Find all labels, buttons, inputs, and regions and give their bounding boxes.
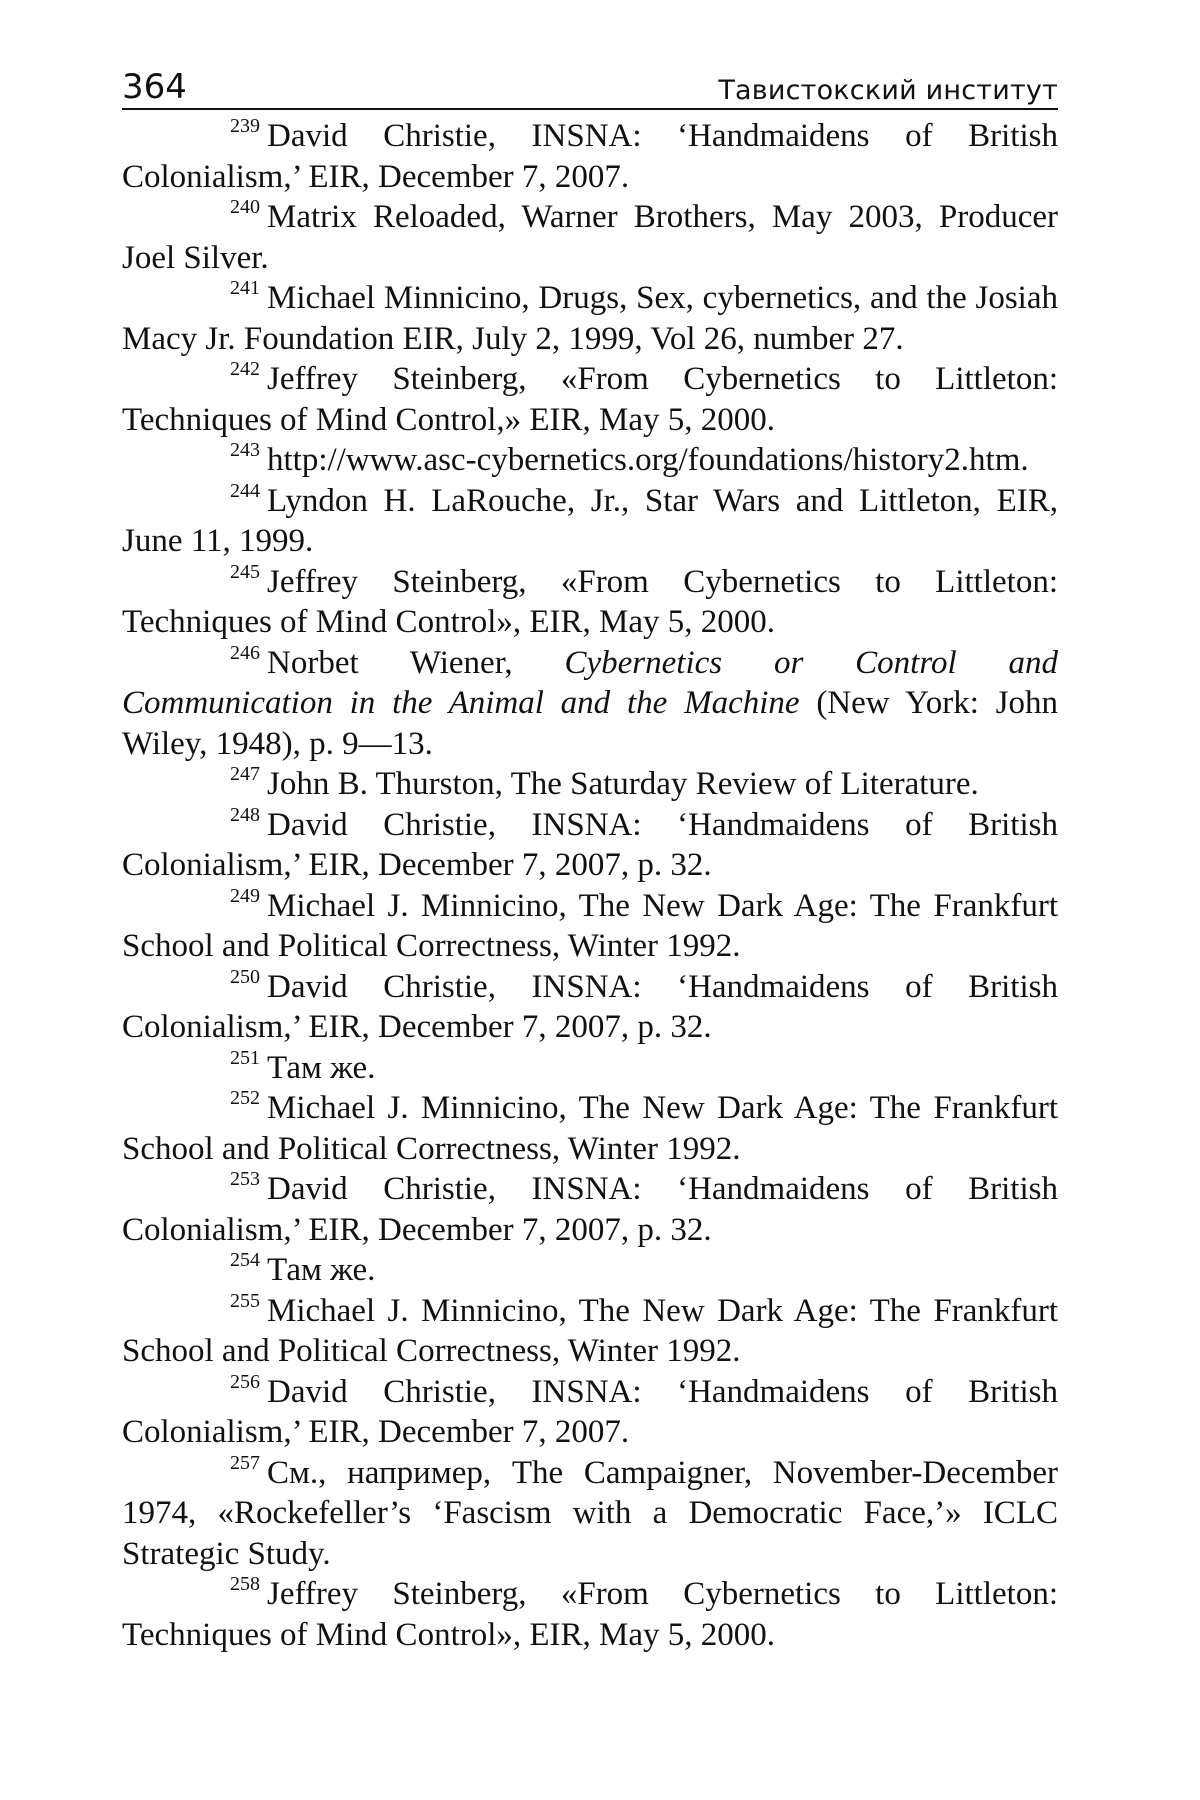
footnote-item bbox=[122, 562, 1058, 643]
footnote-item bbox=[122, 967, 1058, 1048]
footnote-text: Там же. bbox=[267, 1252, 376, 1288]
footnote-number: 257 bbox=[230, 1451, 260, 1474]
footnote-number: 250 bbox=[230, 965, 260, 988]
footnote-text: David Christie, INSNA: ‘Handmaidens of British Colonialism,’ EIR, December 7, 2007. bbox=[122, 118, 1058, 195]
page-number: 364 bbox=[122, 67, 187, 107]
footnote-number: 254 bbox=[230, 1249, 260, 1271]
footnote-number: 245 bbox=[230, 560, 260, 583]
footnote-title-italic: Cybernetics or Control and Communication in the Animal and the Machine bbox=[122, 644, 1058, 721]
footnote-text: Там же. bbox=[267, 1049, 376, 1086]
footnote-item bbox=[122, 197, 1058, 278]
footnote-text: Matrix Reloaded, Warner Brothers, May 2003, Producer Joel Silver. bbox=[122, 199, 1058, 276]
footnote-number: 255 bbox=[230, 1289, 260, 1312]
footnote-text: (New York: John Wiley, 1948), p. 9—13. bbox=[122, 685, 1058, 762]
footnote-item bbox=[122, 1048, 1058, 1089]
footnote-text: http://www.asc-cybernetics.org/foundations/history2.htm. bbox=[267, 442, 1029, 478]
footnote-number: 253 bbox=[230, 1168, 260, 1190]
footnote-number: 249 bbox=[230, 884, 260, 907]
footnote-item bbox=[122, 116, 1058, 197]
footnote-number: 256 bbox=[230, 1370, 260, 1393]
footnote-number: 248 bbox=[230, 803, 260, 826]
footnote-number: 258 bbox=[230, 1573, 260, 1595]
book-page bbox=[122, 56, 1058, 1756]
footnote-number: 246 bbox=[230, 641, 260, 664]
footnote-text: Michael J. Minnicino, The New Dark Age: The Frankfurt School and Political Correctness, Winter 1992. bbox=[122, 1292, 1058, 1369]
footnote-text: Jeffrey Steinberg, «From Cybernetics to Littleton: Techniques of Mind Control», EIR, May 5, 2000. bbox=[122, 1576, 1058, 1653]
footnote-text: Lyndon H. LaRouche, Jr., Star Wars and Littleton, EIR, June 11, 1999. bbox=[122, 482, 1058, 559]
footnote-text: Norbet Wiener, bbox=[267, 644, 565, 681]
footnote-item bbox=[122, 764, 1058, 805]
footnote-item bbox=[122, 278, 1058, 359]
running-head bbox=[122, 56, 1058, 110]
footnotes-list bbox=[122, 116, 1058, 1655]
footnote-number: 241 bbox=[230, 277, 260, 299]
footnote-number: 251 bbox=[230, 1046, 260, 1069]
footnote-text: Michael Minnicino, Drugs, Sex, cybernetics, and the Josiah Macy Jr. Foundation EIR, July 2, 1999, Vol 26, number 27. bbox=[122, 280, 1058, 357]
footnote-text: John B. Thurston, The Saturday Review of Literature. bbox=[267, 766, 979, 802]
footnote-text: David Christie, INSNA: ‘Handmaidens of British Colonialism,’ EIR, December 7, 2007. bbox=[122, 1373, 1058, 1450]
footnote-item bbox=[122, 440, 1058, 481]
footnote-item bbox=[122, 805, 1058, 886]
footnote-item bbox=[122, 1372, 1058, 1453]
footnote-item bbox=[122, 1088, 1058, 1169]
footnote-item bbox=[122, 1250, 1058, 1291]
footnote-number: 247 bbox=[230, 763, 260, 785]
footnote-item bbox=[122, 886, 1058, 967]
footnote-text: Michael J. Minnicino, The New Dark Age: The Frankfurt School and Political Correctness, Winter 1992. bbox=[122, 887, 1058, 964]
running-title: Тавистокский институт bbox=[718, 75, 1058, 106]
footnote-text: Jeffrey Steinberg, «From Cybernetics to Littleton: Techniques of Mind Control,» EIR, May 5, 2000. bbox=[122, 361, 1058, 438]
footnote-text: См., например, The Campaigner, November-December 1974, «Rockefeller’s ‘Fascism with a Democratic Face,’» ICLC Strategic Study. bbox=[122, 1454, 1058, 1572]
footnote-text: David Christie, INSNA: ‘Handmaidens of British Colonialism,’ EIR, December 7, 2007, p. 32. bbox=[122, 1171, 1058, 1248]
footnote-number: 239 bbox=[230, 115, 260, 137]
footnote-number: 240 bbox=[230, 196, 260, 218]
footnote-text: Jeffrey Steinberg, «From Cybernetics to Littleton: Techniques of Mind Control», EIR, May 5, 2000. bbox=[122, 563, 1058, 640]
footnote-item bbox=[122, 359, 1058, 440]
footnote-text: Michael J. Minnicino, The New Dark Age: The Frankfurt School and Political Correctness, Winter 1992. bbox=[122, 1090, 1058, 1167]
footnote-item bbox=[122, 481, 1058, 562]
footnote-text: David Christie, INSNA: ‘Handmaidens of British Colonialism,’ EIR, December 7, 2007, p. 32. bbox=[122, 968, 1058, 1045]
footnote-item bbox=[122, 643, 1058, 765]
footnote-item bbox=[122, 1453, 1058, 1575]
footnote-number: 243 bbox=[230, 439, 260, 461]
footnote-number: 242 bbox=[230, 358, 260, 380]
footnote-item bbox=[122, 1291, 1058, 1372]
footnote-number: 244 bbox=[230, 479, 260, 502]
footnote-item bbox=[122, 1169, 1058, 1250]
footnote-item bbox=[122, 1574, 1058, 1655]
footnote-number: 252 bbox=[230, 1087, 260, 1109]
footnote-text: David Christie, INSNA: ‘Handmaidens of British Colonialism,’ EIR, December 7, 2007, p. 32. bbox=[122, 806, 1058, 883]
